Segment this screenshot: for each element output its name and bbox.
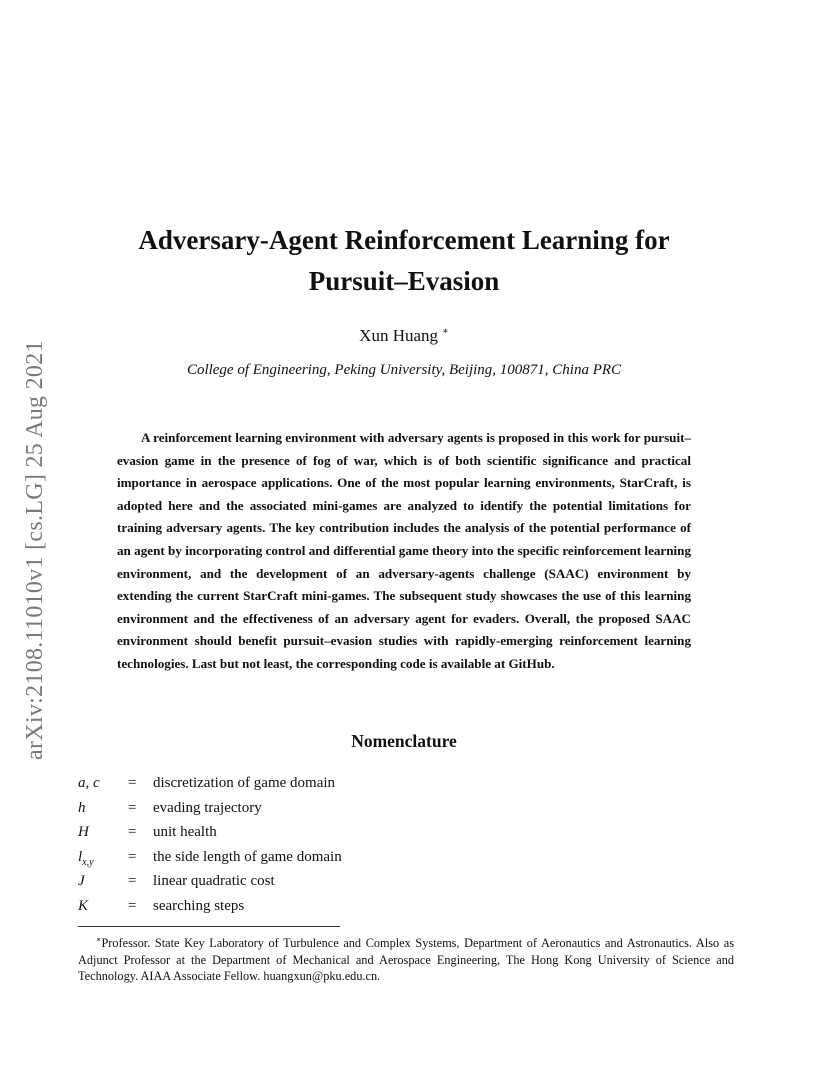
arxiv-stamp: arXiv:2108.11010v1 [cs.LG] 25 Aug 2021: [22, 340, 48, 760]
nomenclature-heading: Nomenclature: [351, 731, 457, 751]
nomenclature-symbol-subscript: x,y: [82, 856, 94, 868]
footnote: [78, 932, 734, 985]
abstract: A reinforcement learning environment with adversary agents is proposed in this work for pursuit–evasion game in the presence of fog of war, which is of both scientific significance and practical importance in aerospace applications. One of the most popular learning environments, StarCraft, is adopted here and the associated mini-games are analyzed to identify the potential limitations for training adversary agents. The key contribution includes the analysis of the potential performance of an agent by incorporating control and differential game theory into the specific reinforcement learning environment, and the development of an adversary-agents challenge (SAAC) environment by extending the current StarCraft mini-games. The subsequent study showcases the use of this learning environment and the effectiveness of an adversary agent for evaders. Overall, the proposed SAAC environment should benefit pursuit–evasion studies with rapidly-emerging reinforcement learning technologies. Last but not least, the corresponding code is available at GitHub.: [117, 430, 691, 671]
nomenclature-symbol: h: [78, 799, 86, 816]
author-footnote-mark: ∗: [442, 326, 449, 338]
nomenclature-equals: =: [128, 824, 137, 840]
nomenclature-definition: searching steps: [153, 897, 245, 914]
nomenclature-symbol: H: [78, 824, 89, 840]
nomenclature-definition: discretization of game domain: [153, 775, 336, 791]
nomenclature-equals: =: [128, 897, 137, 914]
footnote-mark: ∗: [96, 935, 102, 944]
footnote-rule: [78, 926, 340, 927]
author-name: Xun Huang: [359, 326, 439, 345]
footnote-text: Professor. State Key Laboratory of Turbulence and Complex Systems, Department of Aeronautics and Astronautics. Also as Adjunct Professor at the Department of Mechanical and Aerospace Engineering, The Hong Kong University of Science and Technology. AIAA Associate Fellow. huangxun@pku.edu.cn.: [78, 936, 734, 984]
affiliation: College of Engineering, Peking University, Beijing, 100871, China PRC: [186, 362, 622, 378]
nomenclature-row: [78, 846, 578, 871]
nomenclature-equals: =: [128, 775, 137, 791]
title-line-2: Pursuit–Evasion: [308, 266, 500, 296]
nomenclature-definition: the side length of game domain: [153, 848, 342, 865]
nomenclature-definition: unit health: [153, 824, 217, 840]
nomenclature-equals: =: [128, 873, 137, 889]
nomenclature-list: [78, 772, 578, 919]
nomenclature-equals: =: [128, 799, 137, 816]
paper-title: [90, 220, 718, 302]
nomenclature-equals: =: [128, 848, 137, 865]
nomenclature-definition: linear quadratic cost: [153, 873, 275, 889]
nomenclature-row: [78, 821, 578, 846]
nomenclature-row: [78, 797, 578, 822]
nomenclature-row: [78, 895, 578, 920]
nomenclature-symbol: J: [78, 873, 85, 889]
nomenclature-definition: evading trajectory: [153, 799, 262, 816]
nomenclature-row: [78, 772, 578, 797]
nomenclature-symbol-base: l: [78, 848, 83, 865]
nomenclature-symbol: K: [78, 897, 89, 914]
nomenclature-row: [78, 870, 578, 895]
nomenclature-symbol: a, c: [78, 775, 100, 791]
author: [90, 326, 718, 346]
title-line-1: Adversary-Agent Reinforcement Learning for: [138, 225, 670, 255]
